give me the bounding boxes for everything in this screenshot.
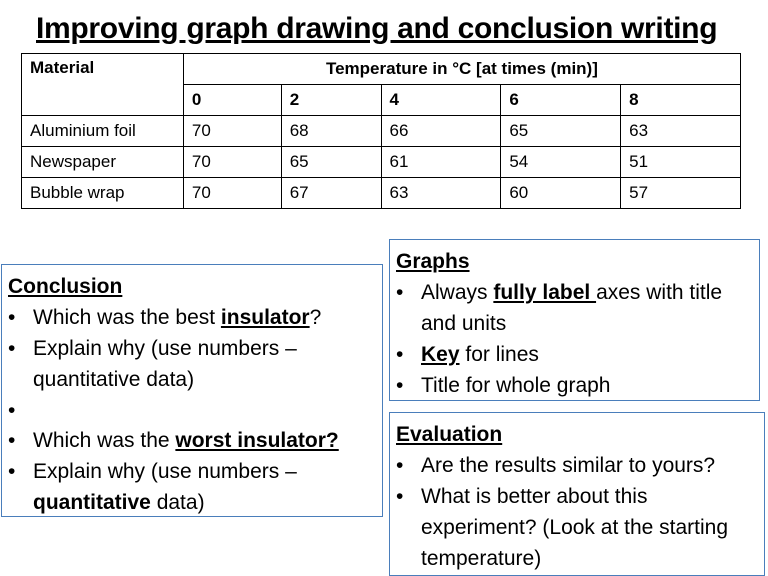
value-cell: 66	[381, 116, 501, 147]
material-cell: Aluminium foil	[22, 116, 184, 147]
value-cell: 70	[183, 147, 281, 178]
table-row	[22, 147, 741, 178]
list-item: • Always fully label axes with title and units	[390, 277, 759, 339]
conclusion-box	[1, 264, 383, 517]
value-cell: 70	[183, 178, 281, 209]
spacer	[2, 395, 382, 425]
page-title: Improving graph drawing and conclusion writing	[36, 12, 718, 45]
list-item: • Key for lines	[390, 339, 759, 370]
list-item: • Are the results similar to yours?	[390, 450, 764, 481]
value-cell: 60	[501, 178, 621, 209]
conclusion-list	[2, 302, 382, 425]
value-cell: 51	[621, 147, 741, 178]
list-item: • Explain why (use numbers – quantitative data)	[2, 333, 382, 395]
table-row	[22, 116, 741, 147]
graphs-list	[390, 277, 759, 401]
list-item: • Which was the worst insulator?	[2, 425, 382, 456]
time-header: 0	[183, 85, 281, 116]
time-header: 2	[281, 85, 381, 116]
material-cell: Newspaper	[22, 147, 184, 178]
conclusion-list-2	[2, 425, 382, 518]
time-header: 4	[381, 85, 501, 116]
list-item: • What is better about this experiment? (Look at the starting temperature)	[390, 481, 764, 574]
list-item: • Which was the best insulator?	[2, 302, 382, 333]
value-cell: 54	[501, 147, 621, 178]
evaluation-list	[390, 450, 764, 574]
graphs-heading: Graphs	[396, 250, 470, 273]
conclusion-heading: Conclusion	[8, 275, 123, 298]
value-cell: 65	[501, 116, 621, 147]
value-cell: 57	[621, 178, 741, 209]
value-cell: 67	[281, 178, 381, 209]
value-cell: 70	[183, 116, 281, 147]
material-cell: Bubble wrap	[22, 178, 184, 209]
table-header-row	[22, 54, 741, 85]
temperature-header: Temperature in °C [at times (min)]	[183, 54, 740, 85]
evaluation-heading: Evaluation	[396, 423, 503, 446]
value-cell: 63	[381, 178, 501, 209]
evaluation-box	[389, 412, 765, 576]
graphs-box	[389, 239, 760, 401]
value-cell: 65	[281, 147, 381, 178]
value-cell: 68	[281, 116, 381, 147]
value-cell: 63	[621, 116, 741, 147]
list-item: • Explain why (use numbers – quantitative data)	[2, 456, 382, 518]
time-header: 8	[621, 85, 741, 116]
material-header: Material	[22, 54, 184, 116]
list-item: • Title for whole graph	[390, 370, 759, 401]
time-header: 6	[501, 85, 621, 116]
value-cell: 61	[381, 147, 501, 178]
results-table	[21, 53, 741, 209]
table-row	[22, 178, 741, 209]
